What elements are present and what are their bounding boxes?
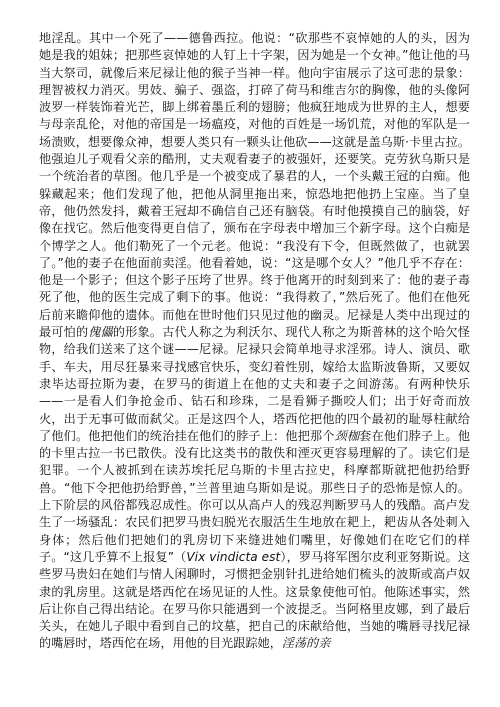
paragraph-text-3: 套在他们脖子上。他的卡里古拉一书已散佚。没有比这类书的散佚和湮灭更容易理解的了。读它们是犯罪。一个人被抓到在读苏埃托尼乌斯的卡里古拉史，科摩都斯就把他扔给野兽。“他下令把他扔给野兽，”兰普里迪乌斯如是说。那些日子的恐怖是惊人的。上下阶层的风俗都残忍成性。你可以从高卢人的残忍判断罗马人的残酷。高卢发生了一场骚乱：农民们把罗马贵妇脱光衣服活生生地放在耙上，耙齿从各处刺入身体；然后他们把她们的乳房切下来缝进她们嘴里，好像她们在吃它们的样子。“这几乎算不上报复”（: [39, 428, 470, 564]
paragraph-text-2: 的形象。古代人称之为利沃尔、现代人称之为斯普林的这个哈欠怪物，给我们送来了这个谜——尼禄。尼禄只会简单地寻求淫邪。诗人、演员、歌手、车夫，用尽狂暴来寻找感官快乐，变幻着性别，嫁给太监斯波鲁斯，又要奴隶毕达哥拉斯为妻，在罗马的街道上在他的丈夫和妻子之间游荡。有两种快乐——一是看人们争抢金币、钻石和珍珠，二是看狮子撕咬人们；出于好奇而放火，出于无事可做而弑父。正是这四个人，塔西佗把他的四个最初的耻辱柱献给了他们。他把他们的统治挂在他们的脖子上：他把那个: [39, 325, 470, 443]
latin-quote: Vix vindicta est: [186, 549, 281, 564]
italic-term-puppet: 傀儡: [88, 325, 113, 340]
italic-trailing-text: 淫荡的亲: [281, 636, 331, 651]
italic-term-cangue: 颈枷: [334, 428, 360, 443]
paragraph-text: 地淫乱。其中一个死了——德鲁西拉。他说：“砍那些不哀悼她的人的头，因为她是我的姐妹；把那些哀悼她的人钉上十字架，因为她是一个女神。”他让他的马当大祭司，就像后来尼禄让他的猴子当神一样。他向宇宙展示了这可悲的景象：理智被权力消灭。男妓、骗子、强盗，打碎了荷马和维吉尔的胸像，他的头像阿波罗一样装饰着光芒，脚上绑着墨丘利的翅膀；他疯狂地成为世界的主人，想要与母亲乱伦，对他的帝国是一场瘟疫，对他的百姓是一场饥荒，对他的军队是一场溃败，想要像众神，想要人类只有一颗头让他砍——这就是盖乌斯·卡里古拉。他强迫儿子观看父亲的酷刑，丈夫观看妻子的被强奸，还要笑。克劳狄乌斯只是一个统治者的草图。他几乎是一个被变成了暴君的人，一个头戴王冠的白痴。他躲藏起来；他们发现了他，把他从洞里拖出来，惊恐地把他扔上宝座。当了皇帝，他仍然发抖，戴着王冠却不确信自己还有脑袋。有时他摸摸自己的脑袋，好像在找它。然后他变得更自信了，颁布在字母表中增加三个新字母。这个白痴是个博学之人。他们勒死了一个元老。他说：“我没有下令，但既然做了，也就罢了。”他的妻子在他面前卖淫。他看着她，说：“这是哪个女人？”他几乎不存在：他是一个影子；但这个影子压垮了世界。终于他离开的时刻到来了：他的妻子毒死了他，他的医生完成了剩下的事。他说：“我得救了，”然后死了。他们在他死后前来瞻仰他的遗体。而他在世时他们只见过他的幽灵。尼禄是人类中出现过的最可怕的: [39, 31, 470, 340]
body-paragraph: [39, 30, 470, 653]
paragraph-text-4: ），罗马将军图尔皮利亚努斯说。这些罗马贵妇在她们与情人闲聊时，习惯把金别针扎进给她们梳头的波斯或高卢奴隶的乳房里。这就是塔西佗在场见证的人性。这景象使他可怕。他陈述事实，然后让你自己得出结论。在罗马你只能遇到一个波提乏。当阿格里皮娜，到了最后关头，在她儿子眼中看到自己的坟墓，把自己的床献给他，当她的嘴唇寻找尼禄的嘴唇时，塔西佗在场，用他的目光跟踪她，: [39, 549, 470, 651]
